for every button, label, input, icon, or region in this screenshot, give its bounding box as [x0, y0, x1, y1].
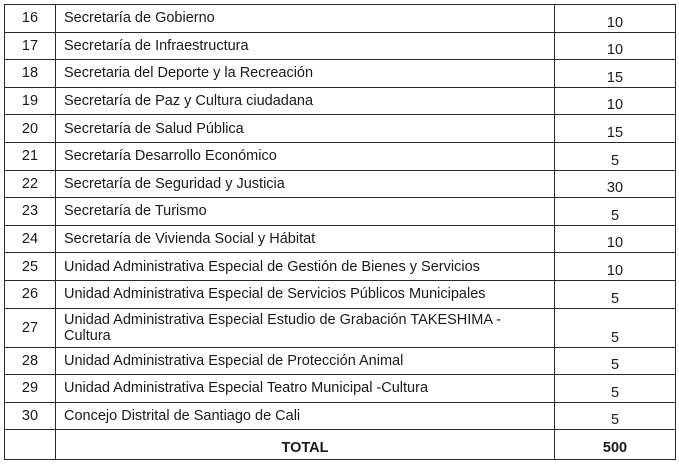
table-row — [5, 87, 676, 115]
row-number: 18 — [5, 60, 56, 88]
table-row — [5, 5, 676, 33]
table-row — [5, 198, 676, 226]
table-row — [5, 402, 676, 430]
entity-name: Unidad Administrativa Especial de Servicios Públicos Municipales — [56, 280, 555, 308]
row-value: 10 — [555, 32, 676, 60]
entity-name: Secretaría de Infraestructura — [56, 32, 555, 60]
row-value: 5 — [555, 198, 676, 226]
table-row — [5, 60, 676, 88]
entity-name: Unidad Administrativa Especial de Gestión de Bienes y Servicios — [56, 253, 555, 281]
entity-name: Concejo Distrital de Santiago de Cali — [56, 402, 555, 430]
entity-name: Secretaria del Deporte y la Recreación — [56, 60, 555, 88]
row-value: 10 — [555, 5, 676, 33]
row-value: 10 — [555, 225, 676, 253]
entity-name: Secretaría de Vivienda Social y Hábitat — [56, 225, 555, 253]
entity-name: Secretaría de Paz y Cultura ciudadana — [56, 87, 555, 115]
row-value: 10 — [555, 253, 676, 281]
total-label: TOTAL — [56, 430, 555, 460]
row-number: 19 — [5, 87, 56, 115]
entity-name: Unidad Administrativa Especial de Protección Animal — [56, 347, 555, 375]
row-value: 5 — [555, 347, 676, 375]
table-row — [5, 142, 676, 170]
total-row — [5, 430, 676, 460]
row-number: 16 — [5, 5, 56, 33]
row-number: 22 — [5, 170, 56, 198]
row-value: 5 — [555, 375, 676, 403]
table-row — [5, 280, 676, 308]
table-row — [5, 375, 676, 403]
table-row — [5, 308, 676, 347]
entity-name: Secretaría de Turismo — [56, 198, 555, 226]
row-number: 17 — [5, 32, 56, 60]
table-row — [5, 253, 676, 281]
row-number: 26 — [5, 280, 56, 308]
table-row — [5, 347, 676, 375]
total-value: 500 — [555, 430, 676, 460]
row-number: 29 — [5, 375, 56, 403]
entity-name: Secretaría Desarrollo Económico — [56, 142, 555, 170]
entity-name: Secretaría de Gobierno — [56, 5, 555, 33]
row-number: 23 — [5, 198, 56, 226]
entity-name: Secretaría de Seguridad y Justicia — [56, 170, 555, 198]
row-value: 5 — [555, 280, 676, 308]
row-number: 28 — [5, 347, 56, 375]
row-number: 20 — [5, 115, 56, 143]
row-number: 25 — [5, 253, 56, 281]
row-number: 21 — [5, 142, 56, 170]
row-value: 10 — [555, 87, 676, 115]
row-number: 24 — [5, 225, 56, 253]
allocation-table — [4, 4, 676, 460]
table-row — [5, 115, 676, 143]
entity-name: Unidad Administrativa Especial Teatro Municipal -Cultura — [56, 375, 555, 403]
table-row — [5, 170, 676, 198]
row-value: 5 — [555, 402, 676, 430]
table-row — [5, 32, 676, 60]
row-number: 27 — [5, 308, 56, 347]
row-value: 15 — [555, 115, 676, 143]
row-value: 30 — [555, 170, 676, 198]
table-row — [5, 225, 676, 253]
row-number: 30 — [5, 402, 56, 430]
entity-name: Unidad Administrativa Especial Estudio de Grabación TAKESHIMA - Cultura — [56, 308, 555, 347]
row-value: 15 — [555, 60, 676, 88]
total-empty-cell — [5, 430, 56, 460]
row-value: 5 — [555, 308, 676, 347]
row-value: 5 — [555, 142, 676, 170]
entity-name: Secretaría de Salud Pública — [56, 115, 555, 143]
